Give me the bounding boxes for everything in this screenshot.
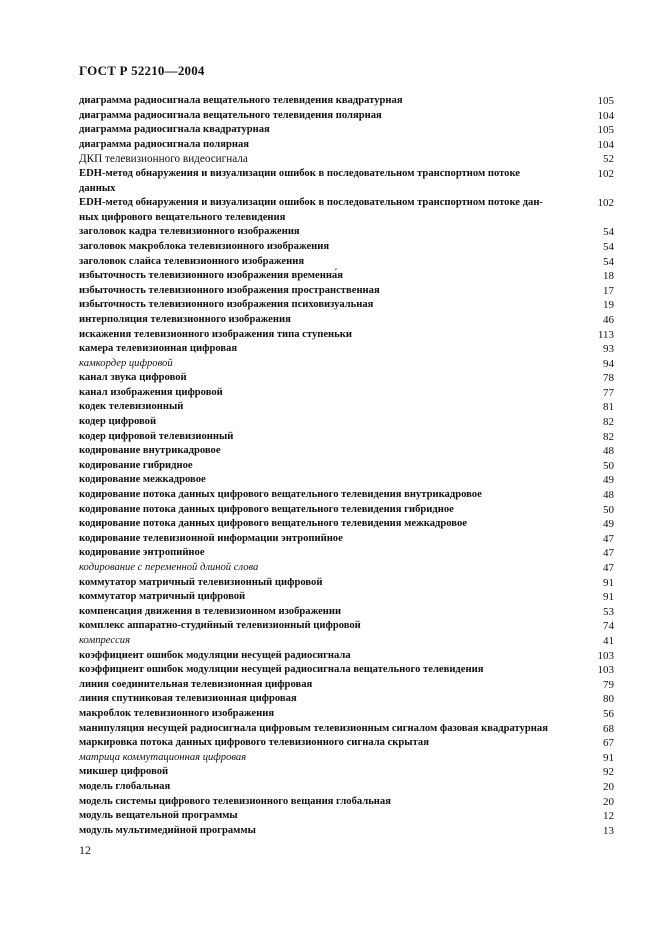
entry-page-number: 49 (603, 518, 614, 531)
entry-page-number: 91 (603, 591, 614, 604)
entry-page-number: 104 (597, 138, 614, 151)
index-entry (79, 780, 614, 795)
entry-term: линия спутниковая телевизионная цифровая (79, 693, 297, 705)
entry-page-number: 82 (603, 430, 614, 443)
entry-term: диаграмма радиосигнала квадратурная (79, 124, 270, 136)
index-entry (79, 240, 614, 255)
entry-term: диаграмма радиосигнала вещательного телевидения полярная (79, 109, 382, 121)
entry-term: маркировка потока данных цифрового телевизионного сигнала скрытая (79, 737, 429, 749)
entry-page-number: 18 (603, 270, 614, 283)
index-entry (79, 678, 614, 693)
entry-page-number: 17 (603, 284, 614, 297)
index-entry (79, 707, 614, 722)
entry-term: избыточность телевизионного изображения пространственная (79, 284, 380, 296)
entry-page-number: 19 (603, 299, 614, 312)
entry-term: камкордер цифровой (79, 357, 173, 369)
index-entry (79, 488, 614, 503)
entry-term: канал изображения цифровой (79, 386, 223, 398)
entry-page-number: 47 (603, 562, 614, 574)
index-entry (79, 619, 614, 634)
index-entry (79, 400, 614, 415)
entry-term: линия соединительная телевизионная цифровая (79, 678, 313, 690)
index-entry (79, 167, 614, 182)
entry-page-number: 103 (597, 649, 614, 662)
index-entry (79, 663, 614, 678)
entry-page-number: 113 (597, 328, 614, 341)
entry-page-number: 93 (603, 343, 614, 356)
index-entry (79, 517, 614, 532)
entry-page-number: 47 (603, 547, 614, 560)
entry-term: компенсация движения в телевизионном изображении (79, 605, 342, 617)
index-entry (79, 152, 614, 167)
entry-term: ДКП телевизионного видеосигнала (79, 153, 248, 166)
entry-term: интерполяция телевизионного изображения (79, 313, 291, 325)
index-entry (79, 459, 614, 474)
entry-page-number: 104 (597, 109, 614, 122)
entry-page-number: 52 (603, 153, 614, 166)
index-entry (79, 590, 614, 605)
entry-term-continuation: данных (79, 182, 116, 194)
entry-page-number: 103 (597, 664, 614, 677)
index-entry (79, 765, 614, 780)
index-entry (79, 561, 614, 576)
entry-term: канал звука цифровой (79, 372, 187, 384)
entry-term: коэффициент ошибок модуляции несущей радиосигнала вещательного телевидения (79, 664, 484, 676)
entry-page-number: 54 (603, 240, 614, 253)
entry-term: макроблок телевизионного изображения (79, 707, 275, 719)
index-entry (79, 692, 614, 707)
entry-term: кодирование внутрикадровое (79, 445, 221, 457)
index-entry (79, 138, 614, 153)
index-entry (79, 357, 614, 372)
entry-page-number: 50 (603, 503, 614, 516)
index-entry (79, 284, 614, 299)
entry-term: заголовок слайса телевизионного изображения (79, 255, 305, 267)
entry-page-number: 48 (603, 489, 614, 502)
index-entry (79, 371, 614, 386)
entry-page-number: 53 (603, 605, 614, 618)
entry-page-number: 20 (603, 780, 614, 793)
entry-page-number: 91 (603, 751, 614, 764)
entry-term: кодирование межкадровое (79, 474, 206, 486)
entry-term: коммутатор матричный цифровой (79, 591, 246, 603)
index-entries (79, 94, 614, 838)
entry-page-number: 102 (597, 197, 614, 210)
entry-term: коммутатор матричный телевизионный цифровой (79, 576, 323, 588)
entry-page-number: 81 (603, 401, 614, 414)
entry-term: диаграмма радиосигнала полярная (79, 138, 249, 150)
index-entry (79, 123, 614, 138)
entry-term: кодирование гибридное (79, 459, 193, 471)
entry-term: модель системы цифрового телевизионного вещания глобальная (79, 795, 391, 807)
entry-page-number: 68 (603, 722, 614, 735)
index-entry (79, 649, 614, 664)
entry-term: кодирование с переменной длиной слова (79, 562, 259, 573)
entry-term: компрессия (79, 634, 130, 646)
entry-page-number: 49 (603, 474, 614, 487)
index-entry (79, 328, 614, 343)
entry-page-number: 54 (603, 255, 614, 268)
entry-page-number: 79 (603, 678, 614, 691)
index-entry (79, 576, 614, 591)
entry-term: диаграмма радиосигнала вещательного телевидения квадратурная (79, 95, 403, 106)
entry-term: матрица коммутационная цифровая (79, 751, 247, 763)
entry-page-number: 46 (603, 313, 614, 326)
entry-term: кодирование потока данных цифрового вещательного телевидения межкадровое (79, 518, 467, 530)
entry-page-number: 67 (603, 737, 614, 750)
entry-page-number: 105 (597, 95, 614, 107)
index-entry (79, 605, 614, 620)
index-entry (79, 313, 614, 328)
entry-term: модель глобальная (79, 780, 171, 792)
entry-term: избыточность телевизионного изображения временна́я (79, 270, 343, 282)
entry-term: кодер цифровой телевизионный (79, 430, 234, 442)
index-entry (79, 269, 614, 284)
entry-term: искажения телевизионного изображения типа ступеньки (79, 328, 352, 340)
entry-page-number: 92 (603, 766, 614, 779)
index-entry (79, 255, 614, 270)
entry-term: манипуляция несущей радиосигнала цифровым телевизионным сигналом фазовая квадратурная (79, 722, 548, 734)
index-entry (79, 473, 614, 488)
document-header: ГОСТ Р 52210—2004 (79, 63, 205, 78)
entry-term: кодер цифровой (79, 416, 157, 428)
entry-page-number: 41 (603, 634, 614, 647)
index-entry (79, 546, 614, 561)
entry-term: кодирование энтропийное (79, 547, 205, 559)
entry-page-number: 47 (603, 532, 614, 545)
index-entry (79, 809, 614, 824)
entry-term: модуль мультимедийной программы (79, 824, 256, 836)
entry-page-number: 82 (603, 416, 614, 429)
entry-page-number: 78 (603, 372, 614, 385)
index-entry (79, 109, 614, 124)
entry-page-number: 13 (603, 824, 614, 837)
index-entry (79, 415, 614, 430)
entry-page-number: 74 (603, 620, 614, 633)
index-entry (79, 736, 614, 751)
entry-page-number: 20 (603, 795, 614, 808)
page-number: 12 (79, 843, 91, 857)
index-entry (79, 751, 614, 766)
index-entry (79, 430, 614, 445)
entry-page-number: 102 (597, 167, 614, 180)
entry-term: кодек телевизионный (79, 401, 184, 413)
entry-term: EDH-метод обнаружения и визуализации ошибок в последовательном транспортном потоке (79, 167, 521, 179)
index-entry (79, 532, 614, 547)
index-entry (79, 196, 614, 211)
entry-term: заголовок кадра телевизионного изображения (79, 226, 300, 238)
entry-page-number: 91 (603, 576, 614, 589)
index-entry (79, 298, 614, 313)
entry-term: коэффициент ошибок модуляции несущей радиосигнала (79, 649, 351, 661)
index-entry (79, 225, 614, 240)
entry-term: кодирование потока данных цифрового вещательного телевидения гибридное (79, 503, 454, 515)
entry-page-number: 80 (603, 693, 614, 706)
index-entry (79, 386, 614, 401)
entry-term: кодирование потока данных цифрового вещательного телевидения внутрикадровое (79, 489, 482, 501)
entry-page-number: 48 (603, 445, 614, 458)
index-entry (79, 722, 614, 737)
index-entry (79, 503, 614, 518)
entry-page-number: 56 (603, 707, 614, 720)
entry-page-number: 50 (603, 459, 614, 472)
entry-term: EDH-метод обнаружения и визуализации ошибок в последовательном транспортном потоке дан- (79, 197, 543, 209)
index-entry (79, 634, 614, 649)
index-entry (79, 342, 614, 357)
entry-page-number: 77 (603, 386, 614, 399)
entry-page-number: 105 (597, 124, 614, 137)
entry-page-number: 12 (603, 810, 614, 823)
index-entry (79, 444, 614, 459)
entry-term: кодирование телевизионной информации энтропийное (79, 532, 343, 544)
index-entry (79, 824, 614, 839)
entry-term: камера телевизионная цифровая (79, 343, 238, 355)
entry-term: модуль вещательной программы (79, 810, 238, 822)
entry-term: заголовок макроблока телевизионного изображения (79, 240, 330, 252)
index-entry (79, 795, 614, 810)
entry-term: избыточность телевизионного изображения психовизуальная (79, 299, 374, 311)
entry-term: микшер цифровой (79, 766, 169, 778)
entry-page-number: 54 (603, 226, 614, 239)
entry-term-continuation: ных цифрового вещательного телевидения (79, 211, 286, 223)
index-entry (79, 94, 614, 109)
entry-page-number: 94 (603, 357, 614, 370)
entry-term: комплекс аппаратно-студийный телевизионный цифровой (79, 620, 361, 632)
